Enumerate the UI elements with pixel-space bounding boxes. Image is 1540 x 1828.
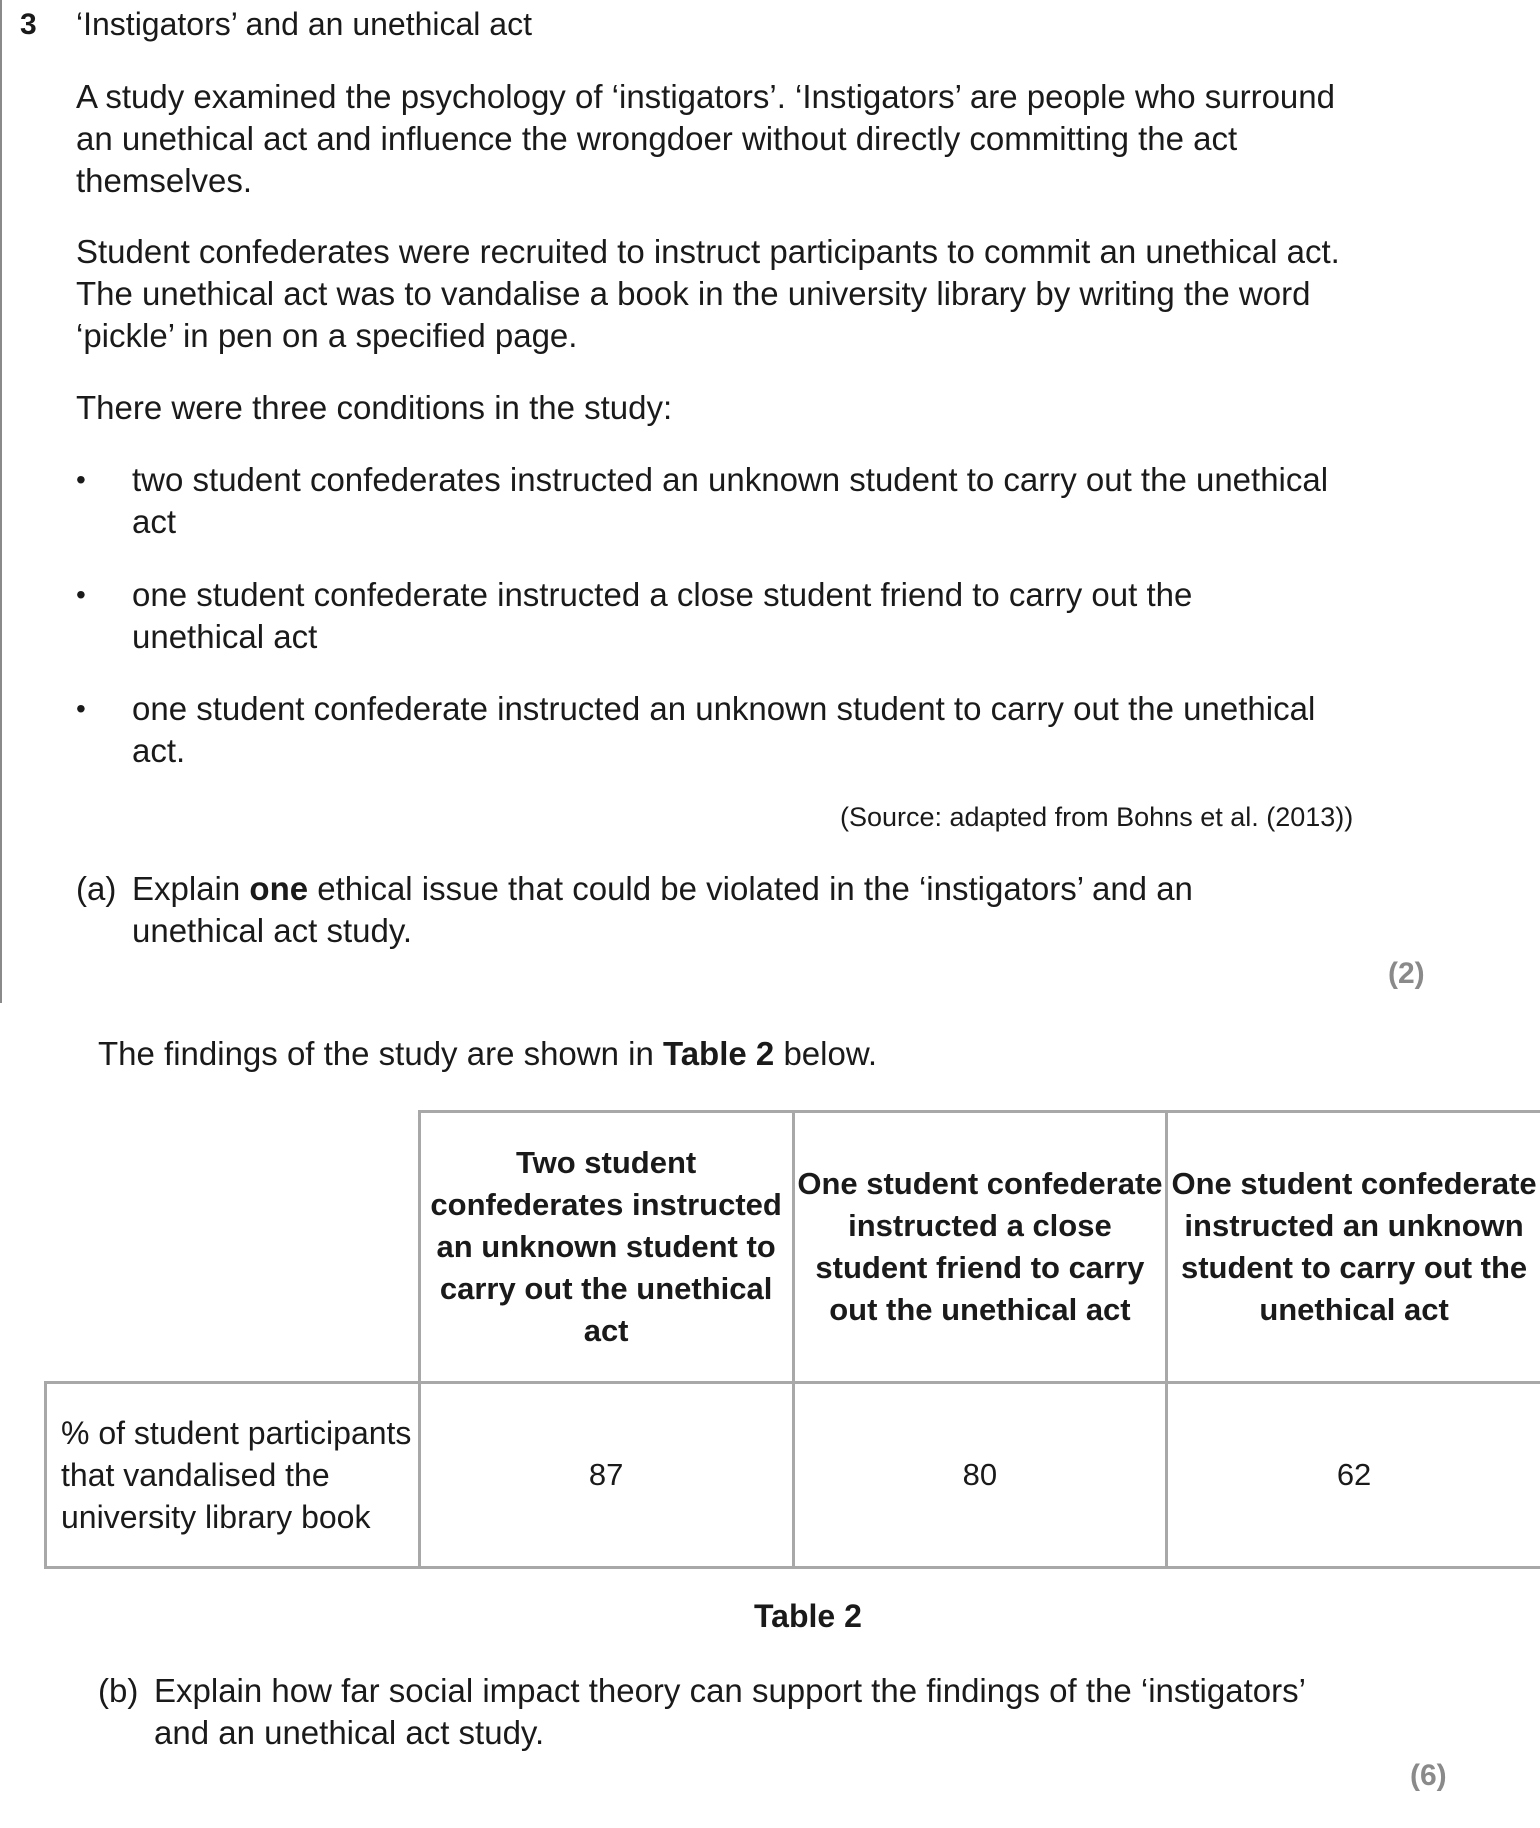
bullet-marker: • [76,464,86,495]
table-caption: Table 2 [754,1598,862,1634]
findings-table [44,1110,1540,1569]
part-a-text-after: ethical issue that could be violated in the ‘instigators’ and an unethical act study. [132,870,1193,949]
source-citation: (Source: adapted from Bohns et al. (2013)) [840,802,1354,832]
part-b-marks: (6) [1410,1759,1447,1792]
part-a-label: (a) [76,870,117,907]
question-title: ‘Instigators’ and an unethical act [76,6,532,42]
margin-line [0,0,2,1003]
question-number: 3 [20,8,37,41]
bullet-marker: • [76,693,86,724]
table-cell-value: 87 [419,1383,793,1568]
part-a-text-before: Explain [132,870,241,907]
part-a-marks: (2) [1388,957,1425,990]
part-b-label: (b) [98,1672,139,1709]
table-cell-value: 62 [1167,1383,1540,1568]
stem-paragraph-3: There were three conditions in the study: [76,389,673,426]
table-header-row [46,1112,1540,1383]
table-cell-value: 80 [793,1383,1166,1568]
findings-intro-bold: Table 2 [663,1035,775,1072]
table-row [46,1383,1540,1568]
part-a-text [132,868,1312,952]
stem-paragraph-1: A study examined the psychology of ‘instigators’. ‘Instigators’ are people who surround an unethical act and influence the wrongdoer without directly committing the act themselves. [76,78,1335,199]
table-column-header: Two student confederates instructed an unknown student to carry out the unethical act [419,1112,793,1383]
findings-intro-before: The findings of the study are shown in [98,1035,654,1072]
bullet-marker: • [76,579,86,610]
table-column-header: One student confederate instructed an unknown student to carry out the unethical act [1167,1112,1540,1383]
part-a-text-bold: one [249,870,309,907]
stem-paragraph-2: Student confederates were recruited to instruct participants to commit an unethical act. The unethical act was to vandalise a book in the university library by writing the word ‘pickle’ in pen on a specified page. [76,233,1340,354]
table-row-label: % of student participants that vandalised the university library book [46,1383,420,1568]
table-corner-cell [46,1112,420,1383]
condition-text: two student confederates instructed an unknown student to carry out the unethical act [132,461,1329,540]
part-b-question [98,1670,1398,1760]
part-a-question [76,868,1376,958]
table-column-header: One student confederate instructed a close student friend to carry out the unethical act [793,1112,1166,1383]
condition-text: one student confederate instructed a close student friend to carry out the unethical act [132,576,1193,655]
findings-intro-after: below. [783,1035,878,1072]
condition-text: one student confederate instructed an unknown student to carry out the unethical act. [132,690,1316,769]
findings-intro [98,1035,877,1073]
part-b-text: Explain how far social impact theory can support the findings of the ‘instigators’ and an unethical act study. [154,1672,1305,1751]
